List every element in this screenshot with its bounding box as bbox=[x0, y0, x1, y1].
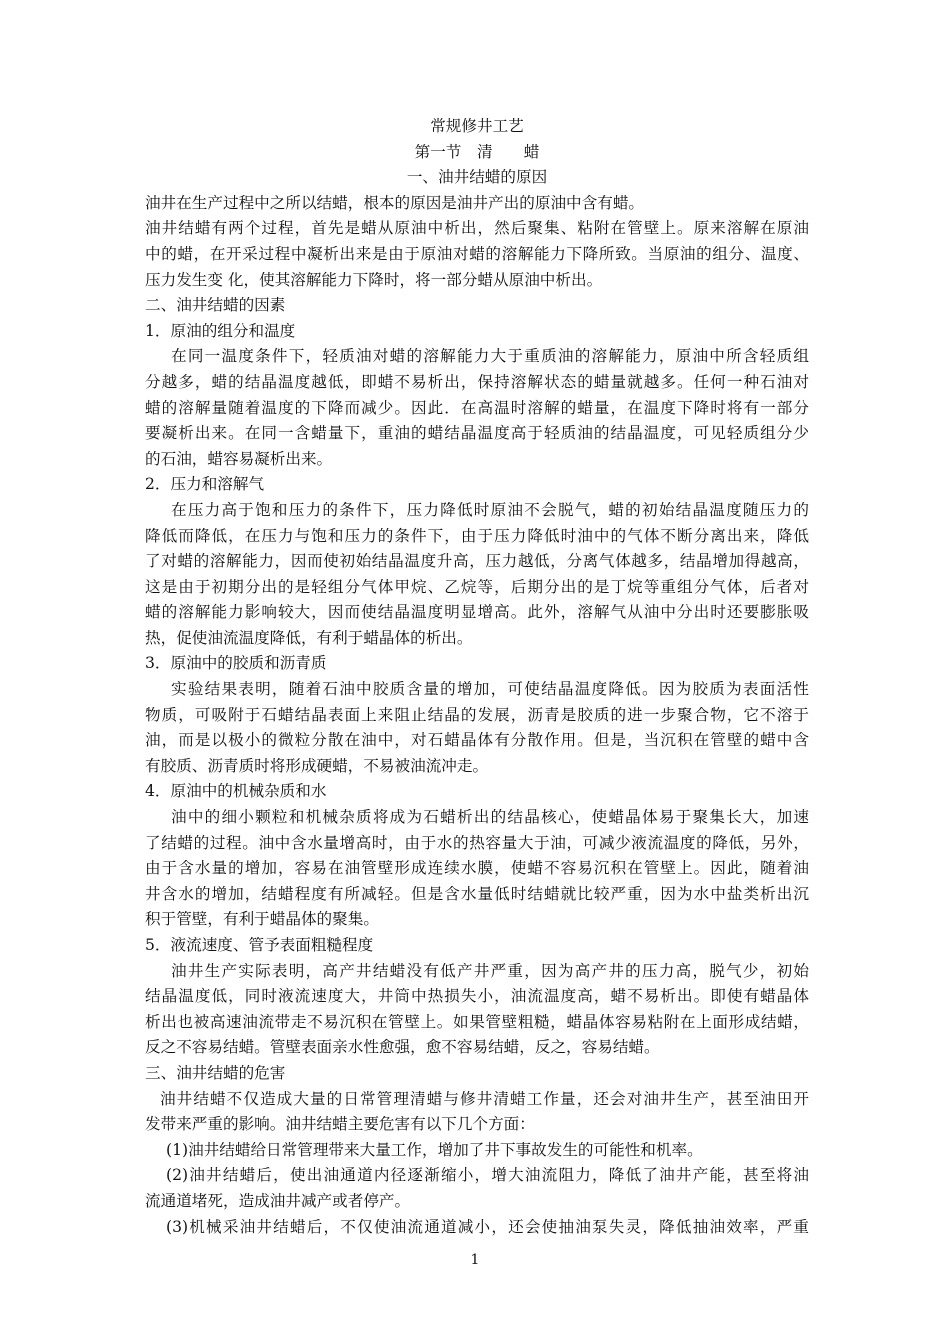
text-line: 有胶质、沥青质时将形成硬蜡，不易被油流冲走。 bbox=[145, 756, 489, 775]
text-line: 4．原油中的机械杂质和水 bbox=[145, 782, 327, 801]
section-heading: 第一节 清 蜡 bbox=[414, 142, 540, 161]
text-line: 5．液流速度、管予表面粗糙程度 bbox=[145, 936, 374, 954]
text-line: (3)机械采油井结蜡后，不仅使油流通道减小，还会使抽油泵失灵，降低抽油效率，严重 bbox=[166, 1217, 809, 1236]
text-line: 由于含水量的增加，容易在油管壁形成连续水膜，使蜡不容易沉积在管壁上。因此，随着油 bbox=[145, 859, 809, 878]
text-line: 油井结蜡不仅造成大量的日常管理清蜡与修井清蜡工作量，还会对油井生产，甚至油田开 bbox=[160, 1089, 809, 1108]
page-number: 1 bbox=[470, 1252, 480, 1268]
text-line: 结晶温度低，同时液流速度大，井筒中热损失小，油流温度高，蜡不易析出。即使有蜡晶体 bbox=[145, 987, 809, 1006]
text-line: 油，而是以极小的微粒分散在油中，对石蜡晶体有分散作用。但是，当沉积在管壁的蜡中含 bbox=[145, 731, 809, 750]
text-line: 降低而降低，在压力与饱和压力的条件下，由于压力降低时油中的气体不断分离出来，降低 bbox=[145, 526, 809, 545]
text-line: 1．原油的组分和温度 bbox=[145, 321, 296, 340]
text-line: 井含水的增加，结蜡程度有所减轻。但是含水量低时结蜡就比较严重，因为水中盐类析出沉 bbox=[145, 884, 809, 903]
text-line: 这是由于初期分出的是轻组分气体甲烷、乙烷等，后期分出的是丁烷等重组分气体，后者对 bbox=[145, 577, 809, 596]
text-line: 了结蜡的过程。油中含水量增高时，由于水的热容量大于油，可减少液流温度的降低，另外， bbox=[145, 833, 809, 852]
text-line: (1)油井结蜡给日常管理带来大量工作，增加了井下事故发生的可能性和机率。 bbox=[166, 1140, 703, 1159]
text-line: 反之不容易结蜡。管壁表面亲水性愈强，愈不容易结蜡，反之，容易结蜡。 bbox=[145, 1038, 660, 1057]
text-line: (2)油井结蜡后，使出油通道内径逐渐缩小，增大油流阻力，降低了油井产能，甚至将油 bbox=[166, 1166, 809, 1185]
text-line: 三、油井结蜡的危害 bbox=[145, 1063, 286, 1082]
text-line: 在压力高于饱和压力的条件下，压力降低时原油不会脱气，蜡的初始结晶温度随压力的 bbox=[171, 500, 809, 519]
text-line: 析出也被高速油流带走不易沉积在管壁上。如果管壁粗糙，蜡晶体容易粘附在上面形成结蜡， bbox=[145, 1012, 809, 1031]
document-body bbox=[145, 114, 809, 1240]
text-line: 油井在生产过程中之所以结蜡，根本的原因是油井产出的原油中含有蜡。 bbox=[145, 193, 645, 212]
text-line: 热，促使油流温度降低，有利于蜡晶体的析出。 bbox=[145, 628, 473, 647]
text-line: 在同一温度条件下，轻质油对蜡的溶解能力大于重质油的溶解能力，原油中所含轻质组 bbox=[171, 347, 809, 366]
text-line: 的石油，蜡容易凝析出来。 bbox=[145, 449, 333, 468]
text-line: 蜡的溶解量随着温度的下降而减少。因此．在高温时溶解的蜡量，在温度下降时将有一部分 bbox=[145, 398, 809, 417]
text-line: 3．原油中的胶质和沥青质 bbox=[145, 654, 327, 673]
text-line: 要凝析出来。在同一含蜡量下，重油的蜡结晶温度高于轻质油的结晶温度，可见轻质组分少 bbox=[145, 424, 809, 443]
text-line: 蜡的溶解能力影响较大，因而使结晶温度明显增高。此外，溶解气从油中分出时还要膨胀吸 bbox=[145, 603, 809, 622]
text-line: 实验结果表明，随着石油中胶质含量的增加，可使结晶温度降低。因为胶质为表面活性 bbox=[171, 680, 809, 699]
text-line: 物质，可吸附于石蜡结晶表面上来阻止结晶的发展，沥青是胶质的进一步聚合物，它不溶于 bbox=[145, 705, 809, 724]
text-line: 二、油井结蜡的因素 bbox=[145, 296, 286, 315]
text-line: 中的蜡，在开采过程中凝析出来是由于原油对蜡的溶解能力下降所致。当原油的组分、温度、 bbox=[145, 244, 809, 263]
text-line: 分越多，蜡的结晶温度越低，即蜡不易析出，保持溶解状态的蜡量就越多。任何一种石油对 bbox=[145, 372, 809, 391]
text-line: 2．压力和溶解气 bbox=[145, 475, 265, 494]
text-line: 油井生产实际表明，高产井结蜡没有低产井严重，因为高产井的压力高，脱气少，初始 bbox=[171, 961, 809, 980]
text-line: 发带来严重的影响。油井结蜡主要危害有以下几个方面： bbox=[145, 1115, 535, 1134]
text-line: 了对蜡的溶解能力，因而使初始结晶温度升高，压力越低，分离气体越多，结晶增加得越高， bbox=[145, 552, 809, 571]
subsection-heading: 一、油井结蜡的原因 bbox=[406, 168, 548, 187]
text-line: 油井结蜡有两个过程，首先是蜡从原油中析出，然后聚集、粘附在管壁上。原来溶解在原油 bbox=[145, 219, 809, 238]
text-line: 积于管壁，有利于蜡晶体的聚集。 bbox=[145, 910, 379, 929]
text-line: 油中的细小颗粒和机械杂质将成为石蜡析出的结晶核心，使蜡晶体易于聚集长大，加速 bbox=[171, 808, 809, 827]
document-title: 常规修井工艺 bbox=[430, 117, 524, 135]
body-text bbox=[145, 191, 809, 1240]
text-line: 流通道堵死，造成油井减产或者停产。 bbox=[145, 1191, 411, 1210]
text-line: 压力发生变 化，使其溶解能力下降时，将一部分蜡从原油中析出。 bbox=[145, 270, 603, 289]
